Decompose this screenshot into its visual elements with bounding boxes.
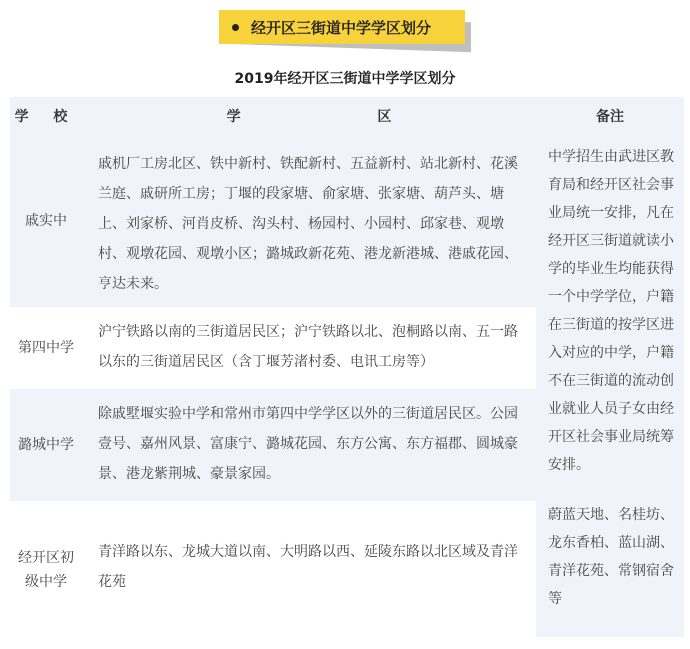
note-column: [536, 135, 684, 637]
header-area: 学 区: [226, 109, 458, 125]
table-row: [10, 135, 536, 307]
table-title: 2019年经开区三街道中学学区划分: [234, 71, 456, 87]
school-cell: 经开区初级中学: [18, 550, 74, 590]
table-row: [10, 389, 536, 501]
header-school: 学 校: [14, 109, 78, 125]
bullet-dot-icon: [232, 24, 239, 31]
table-body: [10, 135, 684, 637]
table-left-columns: [10, 135, 536, 637]
section-banner: [219, 10, 475, 50]
banner-title: 经开区三街道中学学区划分: [251, 18, 432, 37]
school-cell: 戚实中: [25, 213, 67, 229]
school-cell: 潞城中学: [18, 437, 74, 453]
note-main: 中学招生由武进区教育局和经开区社会事业局统一安排，凡在经开区三街道就读小学的毕业生均能获得一个中学学位，户籍在三街道的按学区进入对应的中学，户籍不在三街道的流动创业就业人员子女由经开区社会事业局统筹安排。: [548, 149, 674, 473]
school-cell: 第四中学: [18, 340, 74, 356]
area-cell: 青洋路以东、龙城大道以南、大明路以西、延陵东路以北区域及青洋花苑: [98, 544, 518, 590]
header-note: 备注: [596, 109, 624, 125]
table-row: [10, 503, 536, 637]
note-last: 蔚蓝天地、名桂坊、龙东香柏、蓝山湖、青洋花苑、常钢宿舍等: [548, 507, 674, 607]
table-header-row: [10, 97, 684, 135]
area-cell: 戚机厂工房北区、铁中新村、铁配新村、五益新村、站北新村、花溪兰庭、戚研所工房；丁堰的段家塘、俞家塘、张家塘、葫芦头、塘上、刘家桥、河肖皮桥、沟头村、杨园村、小园村、邱家巷、观墩村、观墩花园、观墩小区；潞城政新花苑、港龙新港城、港戚花园、亨达未来。: [98, 156, 518, 292]
area-cell: 除戚墅堰实验中学和常州市第四中学学区以外的三街道居民区。公园壹号、嘉州风景、富康宁、潞城花园、东方公寓、东方福郡、圆城豪景、港龙紫荆城、豪景家园。: [98, 406, 518, 482]
district-table: [10, 97, 684, 637]
banner-label: [219, 10, 465, 44]
table-row: [10, 309, 536, 387]
area-cell: 沪宁铁路以南的三街道居民区；沪宁铁路以北、泡桐路以南、五一路以东的三街道居民区（含丁堰芳渚村委、电讯工房等）: [98, 324, 518, 370]
